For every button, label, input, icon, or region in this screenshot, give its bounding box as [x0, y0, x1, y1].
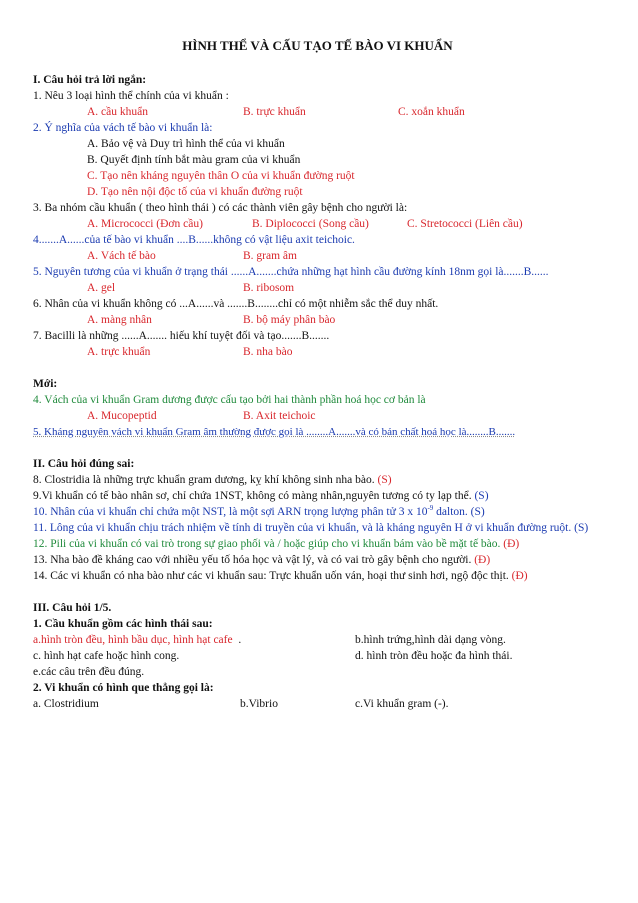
section-1-heading: I. Câu hỏi trả lời ngắn:: [33, 74, 147, 86]
question-5: 5. Nguyên tương của vi khuẩn ở trạng thái ......A.......chứa những hạt hình cầu đường kính 18nm gọi là.......B......: [33, 266, 549, 278]
question-1-answers: [33, 104, 592, 120]
question-13-text: 13. Nha bào đề kháng cao với nhiều yếu tố hóa học và vật lý, và có vai trò gây bệnh cho người.: [33, 554, 472, 566]
question-2-answer-c: C. Tạo nên kháng nguyên thân O của vi khuẩn đường ruột: [87, 170, 355, 182]
answer-c: C. Stretococci (Liên cầu): [407, 218, 523, 230]
question-12-answer: (Đ): [503, 538, 520, 550]
question-10-exponent: -9: [427, 504, 434, 513]
mcq-1-option-a: a.hình tròn đều, hình bầu dục, hình hạt cafe: [33, 634, 233, 646]
question-13-answer: (Đ): [474, 554, 491, 566]
answer-a: A. Micrococci (Đơn cầu): [87, 218, 203, 230]
question-9-text: 9.Vi khuẩn có tế bào nhân sơ, chỉ chứa 1NST, không có màng nhân,nguyên tương có ty lạp thể.: [33, 490, 472, 502]
question-3-answers: [33, 216, 592, 232]
mcq-2-option-c: c.Vi khuẩn gram (-).: [355, 698, 449, 710]
mcq-question-2: 2. Vi khuẩn có hình que thẳng gọi là:: [33, 682, 214, 694]
answer-b: B. trực khuẩn: [243, 106, 306, 118]
question-7: 7. Bacilli là những ......A....... hiếu khí tuyệt đối và tạo.......B.......: [33, 330, 330, 342]
question-8: [33, 472, 592, 488]
new-question-4: 4. Vách của vi khuẩn Gram dương được cấu tạo bởi hai thành phần hoá học cơ bản là: [33, 394, 426, 406]
mcq-1-option-a-tail: .: [238, 634, 242, 646]
mcq-1-row-1: [33, 632, 592, 648]
mcq-2-options: [33, 696, 592, 712]
mcq-1-option-d: d. hình tròn đều hoặc đa hình thái.: [355, 650, 513, 662]
question-10-text: 10. Nhân của vi khuẩn chỉ chứa một NST, là một sợi ARN trọng lượng phân tử 3 x 10: [33, 506, 428, 518]
question-10-text-end: dalton.: [433, 506, 468, 518]
mcq-1-option-a-wrap: [33, 632, 355, 648]
page-title: HÌNH THỂ VÀ CẤU TẠO TẾ BÀO VI KHUẨN: [182, 38, 453, 53]
answer-a: A. Vách tế bào: [87, 250, 156, 262]
new-section-heading: Mới:: [33, 378, 58, 390]
question-9-answer: (S): [474, 490, 489, 502]
question-9: [33, 488, 592, 504]
question-4-answers: [33, 248, 592, 264]
answer-a: A. màng nhân: [87, 314, 152, 326]
question-2-answer-b: B. Quyết định tính bắt màu gram của vi khuẩn: [87, 154, 301, 166]
answer-b: B. Axit teichoic: [243, 410, 316, 422]
question-13: [33, 552, 592, 568]
answer-b: B. Diplococci (Song cầu): [252, 218, 369, 230]
mcq-1-row-2: [33, 648, 592, 664]
question-6-answers: [33, 312, 592, 328]
question-14: [33, 568, 592, 584]
question-12: [33, 536, 592, 552]
answer-a: A. Mucopeptid: [87, 410, 157, 422]
new-question-5: 5. Kháng nguyên vách vi khuẩn Gram âm thường được gọi là ........A.......và có bản chất hoá học là........B.......: [33, 426, 516, 438]
question-11-answer: (S): [574, 522, 589, 534]
mcq-2-option-a: a. Clostridium: [33, 698, 99, 710]
answer-b: B. bộ máy phân bào: [243, 314, 336, 326]
question-3: 3. Ba nhóm cầu khuẩn ( theo hình thái ) có các thành viên gây bệnh cho người là:: [33, 202, 408, 214]
new-question-4-answers: [33, 408, 592, 424]
question-14-answer: (Đ): [511, 570, 528, 582]
mcq-1-option-e: e.các câu trên đều đúng.: [33, 666, 145, 678]
question-8-answer: (S): [377, 474, 392, 486]
question-2: 2. Ý nghĩa của vách tế bào vi khuẩn là:: [33, 122, 213, 134]
answer-b: B. ribosom: [243, 282, 295, 294]
question-6: 6. Nhân của vi khuẩn không có ...A......và .......B........chỉ có một nhiễm sắc thể duy nhất.: [33, 298, 439, 310]
answer-a: A. trực khuẩn: [87, 346, 151, 358]
answer-c: C. xoắn khuẩn: [398, 106, 465, 118]
question-11-text: 11. Lông của vi khuẩn chịu trách nhiệm về tính di truyền của vi khuẩn, và là kháng nguyên H ở vi khuẩn đường ruột.: [33, 522, 572, 534]
question-5-answers: [33, 280, 592, 296]
question-8-text: 8. Clostridia là những trực khuẩn gram dương, kỵ khí không sinh nha bào.: [33, 474, 375, 486]
question-10: [33, 504, 592, 520]
question-7-answers: [33, 344, 592, 360]
question-11: [33, 520, 592, 536]
question-12-text: 12. Pili của vi khuẩn có vai trò trong sự giao phối và / hoặc giúp cho vi khuẩn bám vào bề mặt tế bào.: [33, 538, 501, 550]
section-3-heading: III. Câu hỏi 1/5.: [33, 602, 112, 614]
question-1: 1. Nêu 3 loại hình thể chính của vi khuẩn :: [33, 90, 229, 102]
answer-a: A. cầu khuẩn: [87, 106, 148, 118]
mcq-question-1: 1. Cầu khuẩn gồm các hình thái sau:: [33, 618, 213, 630]
question-2-answer-a: A. Bảo vệ và Duy trì hình thể của vi khuẩn: [87, 138, 285, 150]
mcq-2-option-b: b.Vibrio: [240, 698, 278, 710]
mcq-1-option-c: c. hình hạt cafe hoặc hình cong.: [33, 650, 180, 662]
question-14-text: 14. Các vi khuẩn có nha bào như các vi khuẩn sau: Trực khuẩn uốn ván, hoại thư sinh hơi, ngộ độc thịt.: [33, 570, 509, 582]
answer-a: A. gel: [87, 282, 116, 294]
answer-b: B. gram âm: [243, 250, 297, 262]
section-2-heading: II. Câu hỏi đúng sai:: [33, 458, 135, 470]
question-10-answer: (S): [470, 506, 485, 518]
mcq-1-option-b: b.hình trứng,hình dài dạng vòng.: [355, 634, 506, 646]
question-2-answer-d: D. Tạo nên nội độc tố của vi khuẩn đường ruột: [87, 186, 303, 198]
question-4: 4.......A......của tế bào vi khuẩn ....B......không có vật liệu axit teichoic.: [33, 234, 355, 246]
answer-b: B. nha bào: [243, 346, 293, 358]
